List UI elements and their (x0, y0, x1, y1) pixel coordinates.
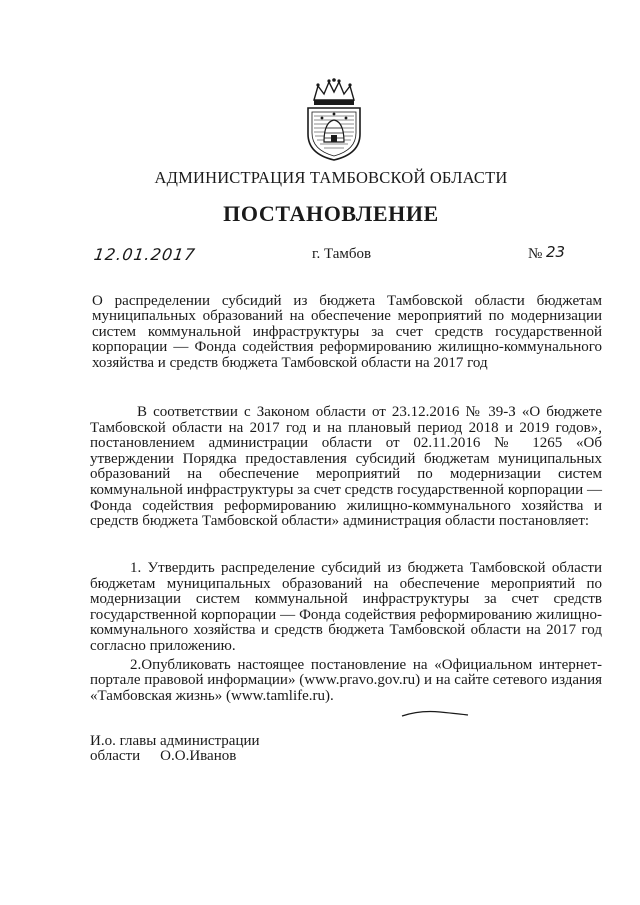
signatory-title: И.о. главы администрации (90, 733, 260, 749)
resolution-item: 1. Утвердить распределение субсидий из бюджета Тамбовской области бюджетам муниципальных образований на обеспечение мероприятий по модернизации систем коммунальной инфраструктуры за счет средств государственной корпорации — Фонда содействия реформированию жилищно-коммунального хозяйства и средств бюджета Тамбовской области на 2017 год согласно приложению. (90, 560, 602, 654)
signatory-title-continued: области (90, 747, 141, 764)
resolution-item: 2.Опубликовать настоящее постановление на «Официальном интернет-портале правовой информации» (www.pravo.gov.ru) и на сайте сетевого издания «Тамбовская жизнь» (www.tamlife.ru). (90, 656, 602, 704)
organization-name: АДМИНИСТРАЦИЯ ТАМБОВСКОЙ ОБЛАСТИ (154, 168, 508, 187)
document-type-title: ПОСТАНОВЛЕНИЕ (223, 201, 439, 226)
document-number-label: № (528, 246, 543, 262)
document-subject: О распределении субсидий из бюджета Тамбовской области бюджетам муниципальных образований на обеспечение мероприятий по модернизации систем коммунальной инфраструктуры за счет средств государственной корпорации — Фонда содействия реформированию жилищно-коммунального хозяйства и средств бюджета Тамбовской области на 2017 год (92, 293, 602, 371)
signature-stroke (400, 706, 470, 720)
handwritten-date: 12.01.2017 (92, 245, 197, 264)
coat-of-arms-icon (300, 78, 368, 162)
resolution-items (90, 561, 602, 707)
handwritten-document-number: 23 (546, 243, 566, 261)
preamble-paragraph: В соответствии с Законом области от 23.12.2016 № 39-З «О бюджете Тамбовской области на 2017 год и на плановый период 2018 и 2019 годов», постановлением администрации области от 02.11.2016 № 1265 «Об утверждении Порядка предоставления субсидий бюджетам муниципальных образований на обеспечение мероприятий по модернизации систем коммунальной инфраструктуры за счет средств государственной корпорации — Фонда содействия реформированию жилищно-коммунального хозяйства и средств бюджета Тамбовской области» администрация области постановляет: (90, 404, 602, 530)
signatory-name: О.О.Иванов (160, 747, 237, 764)
city-label: г. Тамбов (312, 246, 372, 262)
signatory-block (90, 734, 260, 763)
